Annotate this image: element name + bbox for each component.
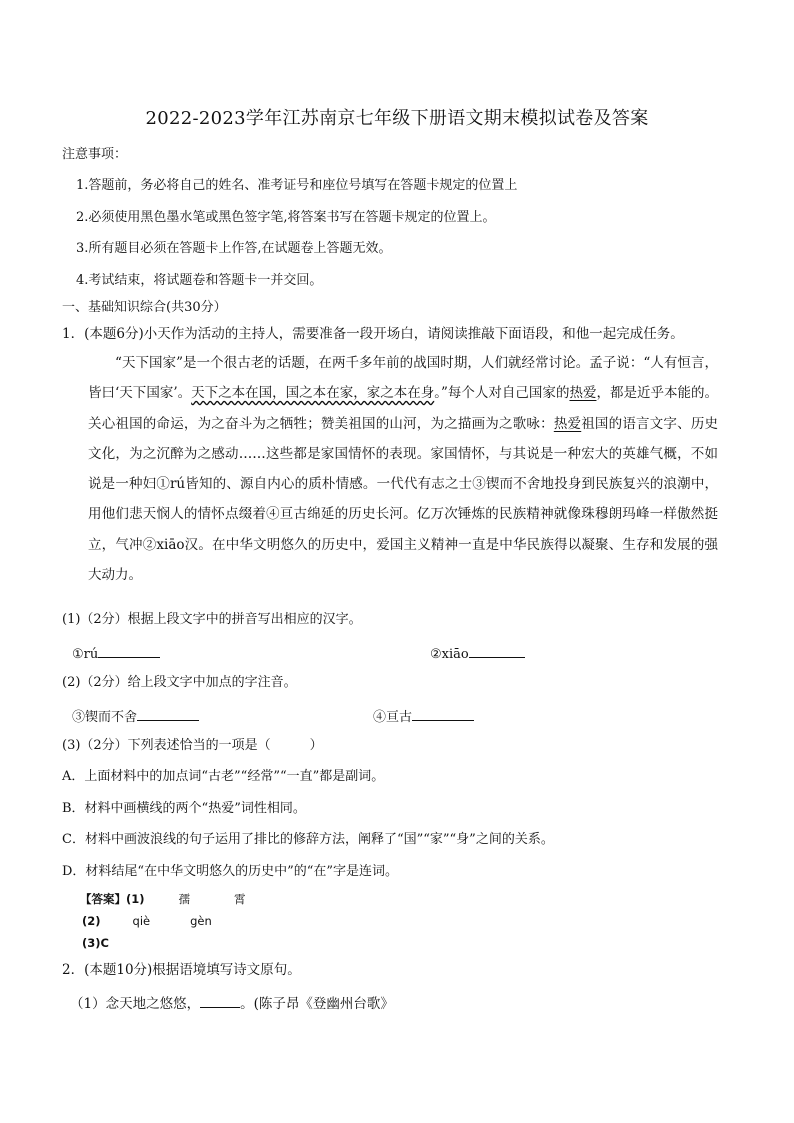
notice-item-2: 2.必须使用黑色墨水笔或黑色签字笔,将答案书写在答题卡规定的位置上。 <box>76 210 496 225</box>
answer-field-4[interactable] <box>373 706 474 727</box>
answer-field-3[interactable] <box>72 706 199 727</box>
option-a[interactable]: A．上面材料中的加点词“古老”“经常”“一直”都是副词。 <box>62 769 385 784</box>
sub-question-3: (3)（2分）下列表述恰当的一项是（ ） <box>62 738 323 753</box>
answer-line-1 <box>80 891 246 907</box>
answer-label-1: ①rú <box>72 647 99 662</box>
answer-pinyin-1: qiè <box>132 914 151 928</box>
answer-label-3: ③锲而不舍 <box>72 710 138 725</box>
poem-answer-blank[interactable] <box>200 993 240 1008</box>
answer-blank-3[interactable] <box>137 706 199 721</box>
passage-part-4: 祖国的语言文字、历史文化，为之沉醉为之感动……这些都是家国情怀的表现。家国情怀，与其说是一种宏大的英雄气概，不如说是一种妇①rú皆知的、源自内心的质朴情感。一代代有志之士③锲而不舍地投身到民族复兴的浪潮中，用他们悲天悯人的情怀点缀着④亘古绵延的历史长河。亿万次锤炼的民族精神就像珠穆朗玛峰一样傲然挺立，气冲②xiāo汉。在中华文明悠久的历史中，爱国主义精神一直是中华民族得以凝聚、生存和发展的强大动力。 <box>88 415 719 584</box>
answer-heading: 【答案】(1) <box>80 892 145 906</box>
answer-label-4: ④亘古 <box>373 710 413 725</box>
notice-item-3: 3.所有题目必须在答题卡上作答,在试题卷上答题无效。 <box>76 241 392 256</box>
option-d[interactable]: D．材料结尾“在中华文明悠久的历史中”的“在”字是连词。 <box>62 864 399 879</box>
answer-sub-label-2: (2) <box>82 914 101 928</box>
passage-part-1: “天下国家”是一个很古老的话题，在两千多年前的战国时期，人们就经常讨论。孟子说：“人有恒言，皆曰‘天下国家’。 <box>88 355 718 402</box>
answer-blank-4[interactable] <box>412 706 474 721</box>
answer-label-2: ②xiāo <box>430 647 469 662</box>
answer-pinyin-2: gèn <box>190 914 212 928</box>
answer-line-3 <box>82 936 109 950</box>
poem-prompt: （1）念天地之悠悠， <box>70 996 201 1012</box>
underlined-word-1: 热爱 <box>569 385 597 402</box>
notice-item-1: 1.答题前，务必将自己的姓名、准考证号和座位号填写在答题卡规定的位置上 <box>76 178 518 193</box>
reading-passage <box>88 348 718 590</box>
question-2-item-1 <box>70 993 394 1013</box>
question-2-stem: 2．(本题10分)根据语境填写诗文原句。 <box>62 962 301 978</box>
option-b[interactable]: B．材料中画横线的两个“热爱”词性相同。 <box>62 801 306 816</box>
underlined-word-2: 热爱 <box>553 415 582 432</box>
sub-question-1: (1)（2分）根据上段文字中的拼音写出相应的汉字。 <box>62 612 362 627</box>
wavy-underlined-sentence: 天下之本在国，国之本在家，家之本在身 <box>191 385 435 402</box>
answer-sub-label-3: (3)C <box>82 936 109 950</box>
page-title: 2022-2023学年江苏南京七年级下册语文期末模拟试卷及答案 <box>145 108 649 129</box>
poem-source: 。(陈子昂《登幽州台歌》 <box>240 996 394 1012</box>
notice-heading: 注意事项： <box>62 147 128 162</box>
answer-line-2 <box>82 914 212 928</box>
question-1-stem: 1．(本题6分)小天作为活动的主持人，需要准备一段开场白，请阅读推敲下面语段，和他一起完成任务。 <box>62 326 684 342</box>
answer-char-1: 孺 <box>178 892 191 906</box>
section-heading: 一、基础知识综合(共30分） <box>62 300 227 315</box>
option-c[interactable]: C．材料中画波浪线的句子运用了排比的修辞方法，阐释了“国”“家”“身”之间的关系。 <box>62 832 554 847</box>
answer-char-2: 霄 <box>234 892 246 906</box>
notice-item-4: 4.考试结束，将试题卷和答题卡一并交回。 <box>76 273 323 288</box>
answer-blank-1[interactable] <box>98 643 160 658</box>
answer-field-1[interactable] <box>72 643 160 664</box>
sub-question-2: (2)（2分）给上段文字中加点的字注音。 <box>62 675 297 690</box>
passage-part-3: ，都是近乎本能的。关心祖国的命运，为之奋斗为之牺牲；赞美祖国的山河，为之描画为之歌咏： <box>88 385 719 432</box>
answer-field-2[interactable] <box>430 643 525 664</box>
passage-part-2: 。”每个人对自己国家的 <box>434 385 570 402</box>
answer-blank-2[interactable] <box>469 643 525 658</box>
